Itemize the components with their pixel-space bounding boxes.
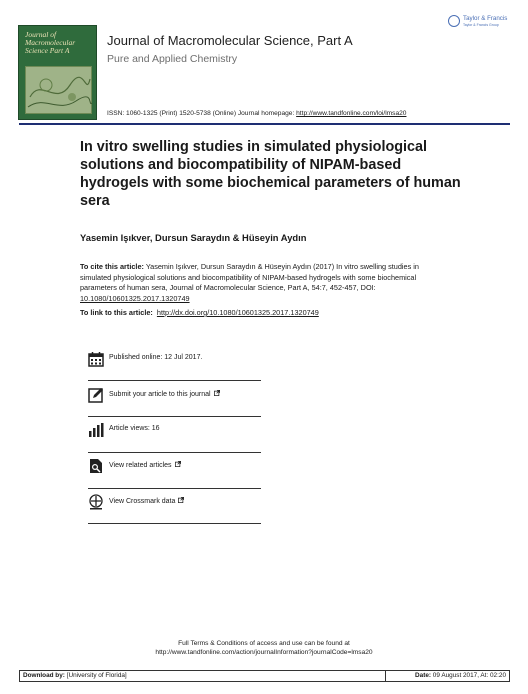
link-label: To link to this article: [80,308,153,317]
publisher-logo-icon [448,15,460,27]
terms-footer [0,639,528,657]
downloaded-by-value: [University of Florida] [66,672,127,679]
downloaded-by-label: Download by: [23,672,65,679]
item-divider [88,452,261,453]
related-articles-label: View related articles [109,462,172,469]
external-link-icon [178,497,184,503]
article-authors: Yasemin Işıkver, Dursun Saraydın & Hüseyin Aydın [80,232,307,243]
header-rule [19,123,510,125]
crossmark-item[interactable] [88,494,261,530]
article-doi-url[interactable]: http://dx.doi.org/10.1080/10601325.2017.1320749 [156,308,319,317]
terms-text: Full Terms & Conditions of access and use can be found at [178,640,350,647]
journal-subtitle: Pure and Applied Chemistry [107,53,238,65]
issn-line [107,110,406,117]
published-online-label: Published online: 12 Jul 2017. [109,354,203,361]
calendar-icon [88,351,104,367]
download-date [415,672,506,679]
download-info-bar [19,670,510,682]
bar-separator [385,671,386,681]
related-articles-link[interactable] [109,461,181,469]
publisher-logo[interactable] [448,14,510,34]
published-online-item [88,351,261,387]
edit-icon [88,387,104,403]
bar-chart-icon [88,422,104,438]
item-divider [88,523,261,524]
cover-illustration [25,66,92,114]
crossmark-label: View Crossmark data [109,498,176,505]
publisher-tagline: Taylor & Francis Group [463,23,499,27]
publisher-name: Taylor & Francis [463,15,508,22]
external-link-icon [214,390,220,396]
article-views-label: Article views: 16 [109,425,160,432]
cover-title: Journal of Macromolecular Science Part A [25,30,76,55]
journal-homepage-link[interactable]: http://www.tandfonline.com/loi/lmsa20 [296,110,407,117]
article-title: In vitro swelling studies in simulated physiological solutions and biocompatibility of NIPAM-based hydrogels with some biochemical parameters of human sera [80,139,461,209]
terms-url[interactable]: http://www.tandfonline.com/action/journalInformation?journalCode=lmsa20 [155,649,373,656]
download-date-label: Date: [415,672,432,679]
item-divider [88,416,261,417]
submit-article-label: Submit your article to this journal [109,391,211,398]
submit-article-item[interactable] [88,387,261,423]
citation-block [80,262,440,304]
submit-article-link[interactable] [109,390,220,398]
crossmark-icon [88,494,104,510]
item-divider [88,488,261,489]
related-articles-icon [88,458,104,474]
issn-text: ISSN: 1060-1325 (Print) 1520-5738 (Online) Journal homepage: [107,110,297,117]
article-link-line [80,308,319,317]
item-divider [88,380,261,381]
journal-title: Journal of Macromolecular Science, Part A [107,33,353,48]
journal-cover-image [18,25,97,120]
downloaded-by [23,672,127,679]
crossmark-link[interactable] [109,497,184,505]
citation-text: Yasemin Işıkver, Dursun Saraydın & Hüseyin Aydın (2017) In vitro swelling studies in simulated physiological solutions and biocompatibility of NIPAM-based hydrogels with some biochemical parameters of human sera, Journal of Macromolecular Science, Part A, 54:7, 452-457, DOI: [80,262,419,293]
download-date-value: 09 August 2017, At: 02:20 [432,672,506,679]
doi-link[interactable]: 10.1080/10601325.2017.1320749 [80,293,190,303]
external-link-icon [175,461,181,467]
citation-label: To cite this article: [80,262,144,271]
